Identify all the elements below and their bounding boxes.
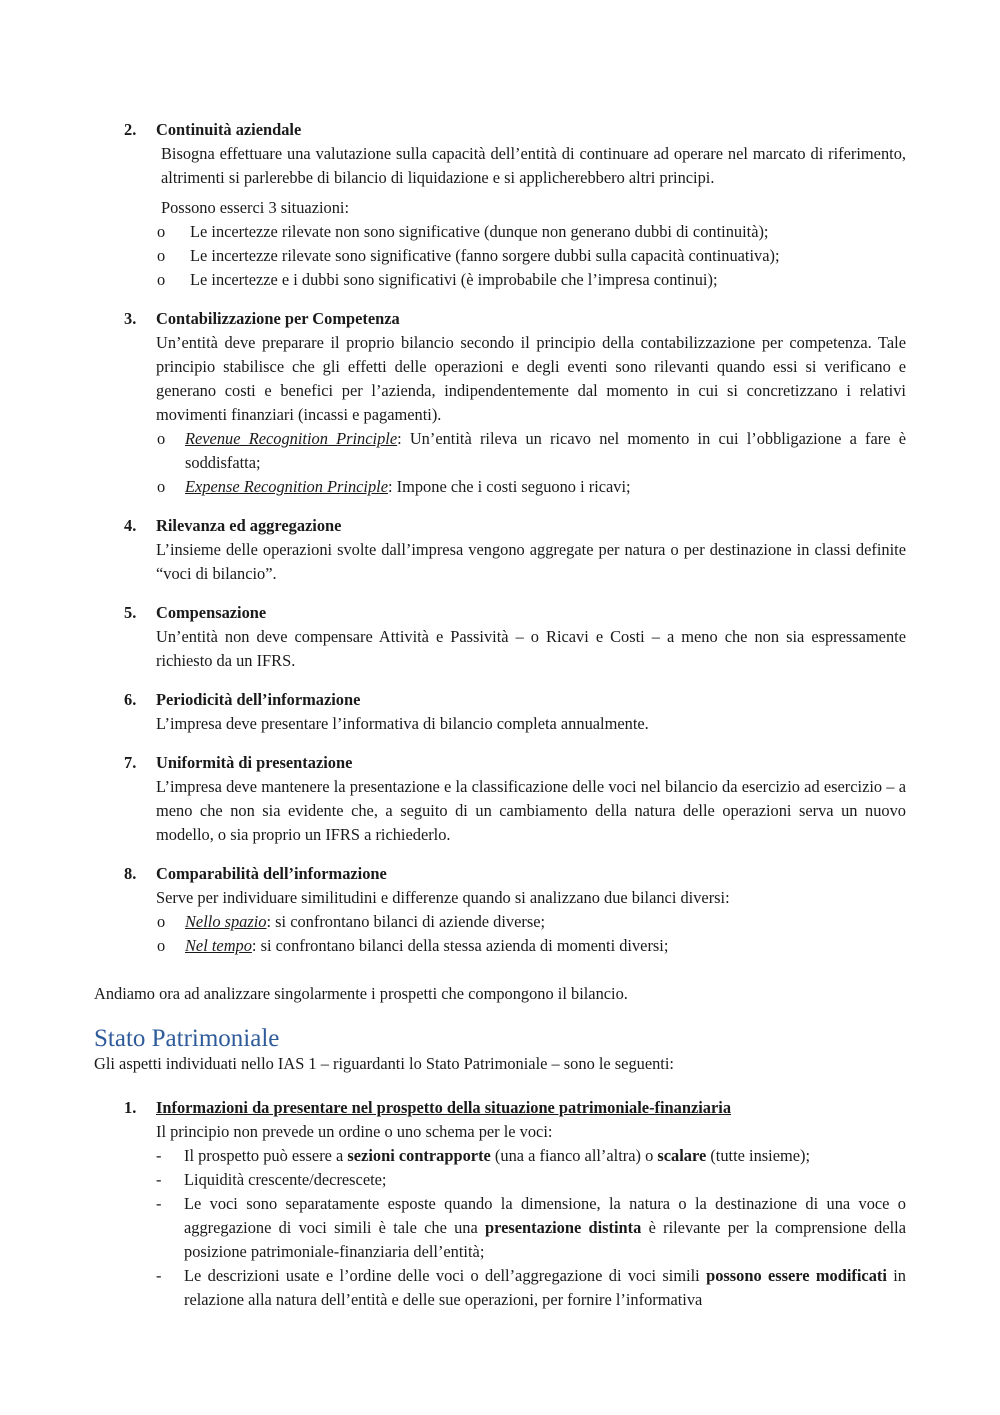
dash-bullet-icon: - (156, 1170, 162, 1189)
section-paragraph: L’impresa deve presentare l’informativa di bilancio completa annualmente. (156, 714, 649, 733)
section-paragraph: Bisogna effettuare una valutazione sulla capacità dell’entità di continuare ad operare nel marcato di riferimento, altrimenti si parlerebbe di bilancio di liquidazione e si applicherebbero altri principi. (161, 144, 906, 187)
section-title: Informazioni da presentare nel prospetto della situazione patrimoniale-finanziaria (156, 1098, 732, 1117)
section-continuita (124, 118, 906, 292)
section-paragraph: Serve per individuare similitudini e differenze quando si analizzano due bilanci diversi: (156, 888, 730, 907)
section-number: 8. (124, 864, 137, 883)
section-uniformita (124, 751, 906, 847)
section-title: Rilevanza ed aggregazione (156, 516, 342, 535)
section-comparabilita (124, 862, 906, 958)
section-heading: Stato Patrimoniale (94, 1025, 280, 1052)
circle-bullet-icon: o (157, 477, 166, 496)
list-item: o Nello spazio: si confrontano bilanci di aziende diverse; (124, 910, 906, 934)
term: Nel tempo (185, 936, 252, 955)
list-item: o Expense Recognition Principle: Impone che i costi seguono i ricavi; (124, 475, 906, 499)
list-item: o Revenue Recognition Principle: Un’entità rileva un ricavo nel momento in cui l’obbligazione a fare è soddisfatta; (157, 429, 906, 472)
circle-bullet-icon: o (157, 222, 166, 241)
circle-bullet-icon: o (157, 936, 166, 955)
section-title: Comparabilità dell’informazione (156, 864, 387, 883)
list-item: - Le voci sono separatamente esposte quando la dimensione, la natura o la destinazione di una voce o aggregazione di voci simili è tale che una presentazione distinta è rilevante per la comprensione della posizione patrimoniale-finanziaria dell’entità; (156, 1194, 906, 1261)
intro-paragraph: Andiamo ora ad analizzare singolarmente i prospetti che compongono il bilancio. (94, 984, 628, 1003)
term: Nello spazio (185, 912, 267, 931)
section-title: Uniformità di presentazione (156, 753, 353, 772)
list-item: o Le incertezze rilevate sono significative (fanno sorgere dubbi sulla capacità continuativa); (124, 244, 906, 268)
section-paragraph: Il principio non prevede un ordine o uno schema per le voci: (156, 1122, 553, 1141)
section-paragraph: L’insieme delle operazioni svolte dall’impresa vengono aggregate per natura o per destinazione in classi definite “voci di bilancio”. (156, 540, 906, 583)
section-number: 2. (124, 120, 137, 139)
section-periodicita (124, 688, 906, 736)
bullet-list (124, 910, 906, 958)
list-item: o Le incertezze rilevate non sono significative (dunque non generano dubbi di continuità); (124, 220, 906, 244)
dash-bullet-icon: - (156, 1266, 162, 1285)
section-compensazione (124, 601, 906, 673)
section-number: 5. (124, 603, 137, 622)
dash-bullet-icon: - (156, 1146, 162, 1165)
bullet-list (124, 220, 906, 292)
list-item: - Il prospetto può essere a sezioni contrapporte (una a fianco all’altra) o scalare (tutte insieme); (124, 1144, 906, 1168)
section-number: 1. (124, 1098, 137, 1117)
list-item: o Le incertezze e i dubbi sono significativi (è improbabile che l’impresa continui); (124, 268, 906, 292)
section-title: Compensazione (156, 603, 267, 622)
term: Revenue Recognition Principle (185, 429, 398, 448)
section-informazioni (124, 1096, 906, 1312)
section-number: 3. (124, 309, 137, 328)
section-paragraph: Un’entità non deve compensare Attività e Passività – o Ricavi e Costi – a meno che non sia espressamente richiesto da un IFRS. (156, 627, 906, 670)
section-paragraph: Un’entità deve preparare il proprio bilancio secondo il principio della contabilizzazione per competenza. Tale principio stabilisce che gli effetti delle operazioni e degli eventi sono rilevanti quando essi si verificano e generano costi e benefici per l’azienda, indipendentemente dal momento in cui si concretizzano i relativi movimenti finanziari (incassi e pagamenti). (156, 333, 906, 424)
list-item: - Liquidità crescente/decrescete; (124, 1168, 906, 1192)
list-item: - Le descrizioni usate e l’ordine delle voci o dell’aggregazione di voci simili possono essere modificati in relazione alla natura dell’entità e delle sue operazioni, per fornire l’informativa (156, 1266, 906, 1309)
section-rilevanza (124, 514, 906, 586)
section-title: Continuità aziendale (156, 120, 302, 139)
section-number: 6. (124, 690, 137, 709)
section-paragraph: Possono esserci 3 situazioni: (161, 198, 350, 217)
dash-bullet-icon: - (156, 1194, 162, 1213)
circle-bullet-icon: o (157, 246, 166, 265)
circle-bullet-icon: o (157, 270, 166, 289)
section-number: 7. (124, 753, 137, 772)
section-title: Periodicità dell’informazione (156, 690, 361, 709)
list-item: o Nel tempo: si confrontano bilanci della stessa azienda di momenti diversi; (124, 934, 906, 958)
heading-intro-paragraph: Gli aspetti individuati nello IAS 1 – riguardanti lo Stato Patrimoniale – sono le seguenti: (94, 1054, 674, 1073)
bullet-list (124, 427, 906, 499)
circle-bullet-icon: o (157, 912, 166, 931)
section-competenza (124, 307, 906, 499)
circle-bullet-icon: o (157, 429, 166, 448)
section-paragraph: L’impresa deve mantenere la presentazione e la classificazione delle voci nel bilancio da esercizio ad esercizio – a meno che non sia evidente che, a seguito di un cambiamento della natura delle operazioni serva un nuovo modello, o sia proprio un IFRS a richiederlo. (156, 777, 906, 844)
section-number: 4. (124, 516, 137, 535)
dash-list (124, 1144, 906, 1312)
term: Expense Recognition Principle (185, 477, 388, 496)
section-title: Contabilizzazione per Competenza (156, 309, 400, 328)
